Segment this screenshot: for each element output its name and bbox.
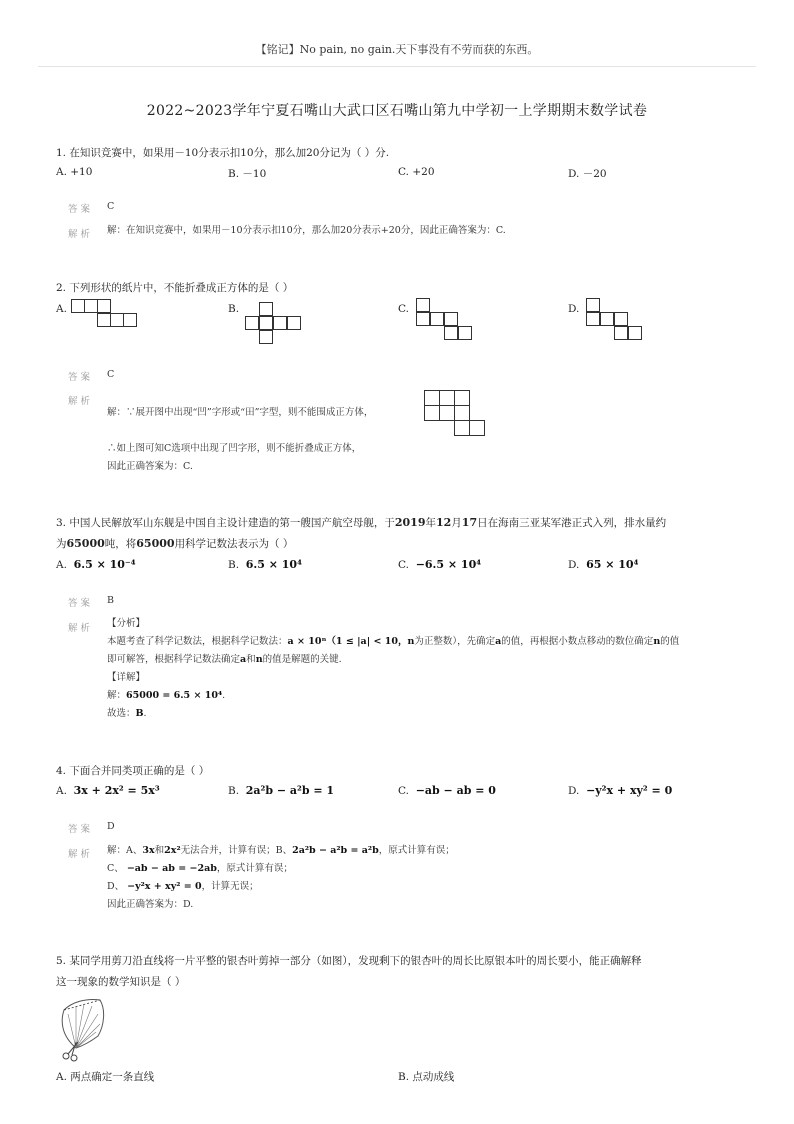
q2-stem: 2. 下列形状的纸片中，不能折叠成正方体的是（ ） xyxy=(56,282,294,294)
q1-answer: C xyxy=(107,201,115,212)
q3-number: 65000 xyxy=(66,537,105,550)
q3-stem-text: 日在海南三亚某军港正式入列，排水量约 xyxy=(477,517,667,529)
q3-option-b-math: 6.5 × 10⁴ xyxy=(245,558,302,571)
q4-explanation-line-3: D、 −y²x + xy² = 0，计算无误； xyxy=(107,881,259,892)
q3-number: 65000 xyxy=(136,537,175,550)
q5-stem-line-1: 5. 某同学用剪刀沿直线将一片平整的银杏叶剪掉一部分（如图），发现剩下的银杏叶的周长比原银本叶的周长要小，能正确解释 xyxy=(56,955,642,967)
q3-explanation-line-1: 本题考查了科学记数法，根据科学记数法：a × 10ⁿ（1 ≤ |a| < 10，n为正整数），先确定a的值，再根据小数点移动的数位确定n的值 xyxy=(107,636,680,647)
q3-analysis-label: 解 析 xyxy=(68,623,91,634)
q3-answer-label: 答 案 xyxy=(68,598,91,609)
q5-option-a[interactable]: A. 两点确定一条直线 xyxy=(56,1071,155,1083)
q1-analysis-label: 解 析 xyxy=(68,229,91,240)
q3-month: 12 xyxy=(435,516,452,529)
ginkgo-leaf-illustration xyxy=(56,996,112,1062)
q4-option-d[interactable]: D. −y²x + xy² = 0 xyxy=(568,784,673,797)
q1-explanation: 解：在知识竞赛中，如果用－10分表示扣10分，那么加20分表示+20分，因此正确答案为：C. xyxy=(107,225,506,236)
q5-option-b[interactable]: B. 点动成线 xyxy=(398,1071,455,1083)
q3-analysis-tag: 【分析】 xyxy=(107,618,146,629)
q3-answer: B xyxy=(107,595,114,606)
q2-answer: C xyxy=(107,369,115,380)
q1-stem: 1. 在知识竞赛中，如果用－10分表示扣10分，那么加20分记为（ ）分. xyxy=(56,147,390,159)
q2-explanation-line-1: 解：∵展开图中出现“凹”字形或“田”字型，则不能围成正方体， xyxy=(107,407,374,418)
q3-stem-text: 月 xyxy=(451,517,462,529)
q1-option-a[interactable]: A. +10 xyxy=(56,166,93,178)
q4-answer: D xyxy=(107,821,115,832)
q3-stem-text: 为 xyxy=(56,538,67,550)
q1-option-d[interactable]: D. －20 xyxy=(568,168,607,180)
q3-stem-line-1 xyxy=(56,515,666,530)
q1-answer-label: 答 案 xyxy=(68,204,91,215)
q3-year: 2019 xyxy=(394,516,426,529)
q4-option-b-math: 2a²b − a²b = 1 xyxy=(245,784,335,797)
q3-explanation-line-3: 解：65000 = 6.5 × 10⁴. xyxy=(107,690,226,701)
q3-detail-tag: 【详解】 xyxy=(107,672,146,683)
q4-explanation-line-2: C、 −ab − ab = −2ab，原式计算有误； xyxy=(107,863,293,874)
q2-analysis-label: 解 析 xyxy=(68,396,91,407)
q4-explanation-line-1: 解：A、3x和2x²无法合并，计算有误；B、2a²b − a²b = a²b，原式计算有误； xyxy=(107,845,455,856)
q4-option-c[interactable]: C. −ab − ab = 0 xyxy=(398,784,496,797)
q2-option-a[interactable]: A. xyxy=(56,303,67,315)
q4-option-a-math: 3x + 2x² = 5x³ xyxy=(73,784,160,797)
q4-explanation-line-4: 因此正确答案为：D. xyxy=(107,899,194,910)
q3-day: 17 xyxy=(461,516,478,529)
q4-answer-label: 答 案 xyxy=(68,824,91,835)
q3-stem-text: 3. 中国人民解放军山东舰是中国自主设计建造的第一艘国产航空母舰，于 xyxy=(56,517,395,529)
page-title: 2022~2023学年宁夏石嘴山大武口区石嘴山第九中学初一上学期期末数学试卷 xyxy=(146,103,648,119)
q4-stem: 4. 下面合并同类项正确的是（ ） xyxy=(56,765,210,777)
q2-explanation-line-3: 因此正确答案为：C. xyxy=(107,461,193,472)
q4-option-c-math: −ab − ab = 0 xyxy=(415,784,496,797)
q2-option-c[interactable]: C. xyxy=(398,303,409,315)
q1-option-b[interactable]: B. －10 xyxy=(228,168,267,180)
q1-option-c[interactable]: C. +20 xyxy=(398,166,435,178)
q2-option-d[interactable]: D. xyxy=(568,303,580,315)
q2-explanation-line-2: ∴如上图可知C选项中出现了凹字形，则不能折叠成正方体， xyxy=(107,443,362,454)
q3-option-c-math: −6.5 × 10⁴ xyxy=(415,558,482,571)
page-motto: 【铭记】No pain, no gain.天下事没有不劳而获的东西。 xyxy=(255,43,539,56)
q3-option-d[interactable]: D. 65 × 10⁴ xyxy=(568,558,639,571)
q2-answer-label: 答 案 xyxy=(68,372,91,383)
q3-stem-text: 吨，将 xyxy=(104,538,137,550)
q4-option-b[interactable]: B. 2a²b − a²b = 1 xyxy=(228,784,335,797)
q3-option-b[interactable]: B. 6.5 × 10⁴ xyxy=(228,558,302,571)
q3-stem-text: 年 xyxy=(425,517,436,529)
q3-option-a-math: 6.5 × 10⁻⁴ xyxy=(73,558,136,571)
q4-option-d-math: −y²x + xy² = 0 xyxy=(586,784,673,797)
q3-stem-line-2 xyxy=(56,536,293,551)
header-divider xyxy=(38,66,756,67)
q5-stem-line-2: 这一现象的数学知识是（ ） xyxy=(56,976,186,988)
q3-option-a[interactable]: A. 6.5 × 10⁻⁴ xyxy=(56,558,136,571)
q2-option-b[interactable]: B. xyxy=(228,303,240,315)
q4-analysis-label: 解 析 xyxy=(68,849,91,860)
q3-explanation-line-4: 故选：B. xyxy=(107,708,147,719)
q3-option-d-math: 65 × 10⁴ xyxy=(586,558,639,571)
q3-stem-text: 用科学记数法表示为（ ） xyxy=(174,538,294,550)
q4-option-a[interactable]: A. 3x + 2x² = 5x³ xyxy=(56,784,160,797)
q3-option-c[interactable]: C. −6.5 × 10⁴ xyxy=(398,558,482,571)
q3-explanation-line-2: 即可解答，根据科学记数法确定a和n的值是解题的关键. xyxy=(107,654,342,665)
